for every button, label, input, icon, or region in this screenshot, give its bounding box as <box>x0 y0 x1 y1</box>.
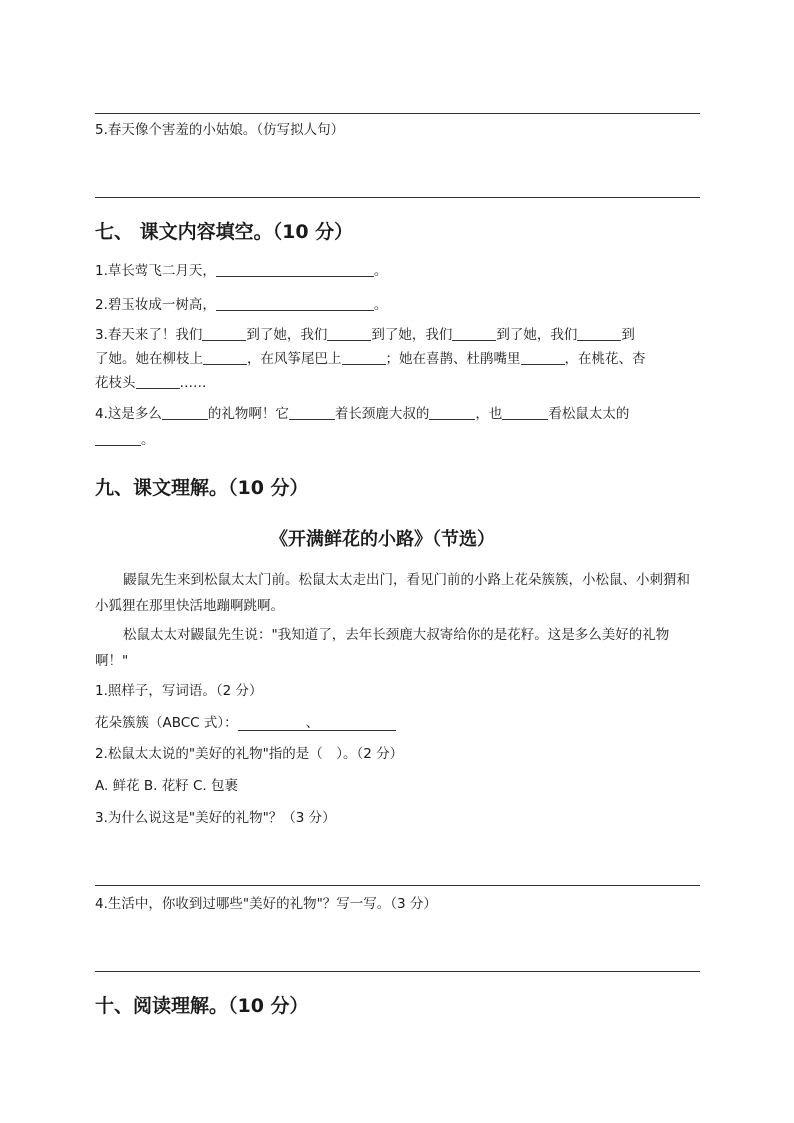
question-9-1: 1.照样子，写词语。（2 分） <box>95 683 263 699</box>
example-text: 花朵簇簇（ABCC 式）： <box>95 715 238 731</box>
fill-blank[interactable] <box>502 405 548 420</box>
fill-blank[interactable] <box>429 405 475 420</box>
fill-blank[interactable] <box>216 296 374 311</box>
fill-blank[interactable] <box>136 374 180 389</box>
question-7-3-line-1 <box>95 326 635 344</box>
fill-blank[interactable] <box>95 431 141 446</box>
question-text: ，也 <box>475 406 503 422</box>
punctuation: 。 <box>141 432 155 448</box>
passage-paragraph-1: 鼹鼠先生来到松鼠太太门前。松鼠太太走出门，看见门前的小路上花朵簇簇，小松鼠、小刺猬和小狐狸在那里快活地蹦啊跳啊。 <box>95 572 690 614</box>
question-text: 到了她，我们 <box>496 327 578 343</box>
answer-line[interactable] <box>95 885 700 886</box>
answer-blank[interactable] <box>238 714 396 731</box>
section-7-heading: 七、 课文内容填空。（10 分） <box>95 221 354 243</box>
ellipsis: …… <box>179 375 207 391</box>
punctuation: 。 <box>373 263 388 279</box>
question-text: 到 <box>621 327 635 343</box>
fill-blank[interactable] <box>452 326 496 341</box>
question-text: ，在桃花、杏 <box>564 351 646 367</box>
fill-blank[interactable] <box>521 350 565 365</box>
passage-paragraph-2: 松鼠太太对鼹鼠先生说："我知道了，去年长颈鹿大叔寄给你的是花籽。这是多么美好的礼物啊！" <box>95 627 670 669</box>
question-text: 到了她，我们 <box>371 327 453 343</box>
question-9-2-options: A. 鲜花 B. 花籽 C. 包裹 <box>95 778 239 794</box>
question-text: 花枝头 <box>95 375 136 391</box>
answer-line <box>95 113 700 114</box>
section-10-heading: 十、阅读理解。（10 分） <box>95 995 309 1017</box>
question-text: ，在风筝尾巴上 <box>247 351 342 367</box>
question-text: 4.这是多么 <box>95 406 162 422</box>
fill-blank[interactable] <box>342 350 386 365</box>
separator: 、 <box>305 715 320 731</box>
fill-blank[interactable] <box>202 326 246 341</box>
question-7-1-text: 1.草长莺飞二月天， <box>95 263 216 279</box>
question-text: 着长颈鹿大叔的 <box>334 406 430 422</box>
question-text: 了她。她在柳枝上 <box>95 351 203 367</box>
question-9-4: 4.生活中，你收到过哪些"美好的礼物"？写一写。（3 分） <box>95 896 437 912</box>
question-6-5: 5.春天像个害羞的小姑娘。（仿写拟人句） <box>95 122 345 138</box>
fill-blank[interactable] <box>203 350 247 365</box>
question-9-1-example <box>95 714 396 732</box>
question-text: 到了她，我们 <box>246 327 328 343</box>
question-7-4-line-2 <box>95 431 155 449</box>
fill-blank[interactable] <box>327 326 371 341</box>
fill-blank[interactable] <box>216 262 374 277</box>
question-text: ；她在喜鹊、杜鹃嘴里 <box>385 351 521 367</box>
section-9-heading: 九、课文理解。（10 分） <box>95 477 309 499</box>
fill-blank[interactable] <box>162 405 208 420</box>
question-text: 的礼物啊！它 <box>207 406 289 422</box>
question-7-2-text: 2.碧玉妆成一树高， <box>95 297 216 313</box>
answer-line[interactable] <box>95 971 700 972</box>
question-7-2 <box>95 296 387 314</box>
question-7-4-line-1 <box>95 405 629 423</box>
passage-title: 《开满鲜花的小路》（节选） <box>270 529 495 550</box>
question-7-1 <box>95 262 387 280</box>
answer-line <box>95 197 700 198</box>
fill-blank[interactable] <box>289 405 335 420</box>
question-7-3-line-2 <box>95 350 646 368</box>
question-9-2: 2.松鼠太太说的"美好的礼物"指的是（ ）。（2 分） <box>95 746 404 762</box>
question-9-3: 3.为什么说这是"美好的礼物"？（3 分） <box>95 810 336 826</box>
fill-blank[interactable] <box>577 326 621 341</box>
question-text: 看松鼠太太的 <box>548 406 630 422</box>
question-7-3-line-3 <box>95 374 207 392</box>
question-text: 3.春天来了！我们 <box>95 327 203 343</box>
punctuation: 。 <box>373 297 388 313</box>
